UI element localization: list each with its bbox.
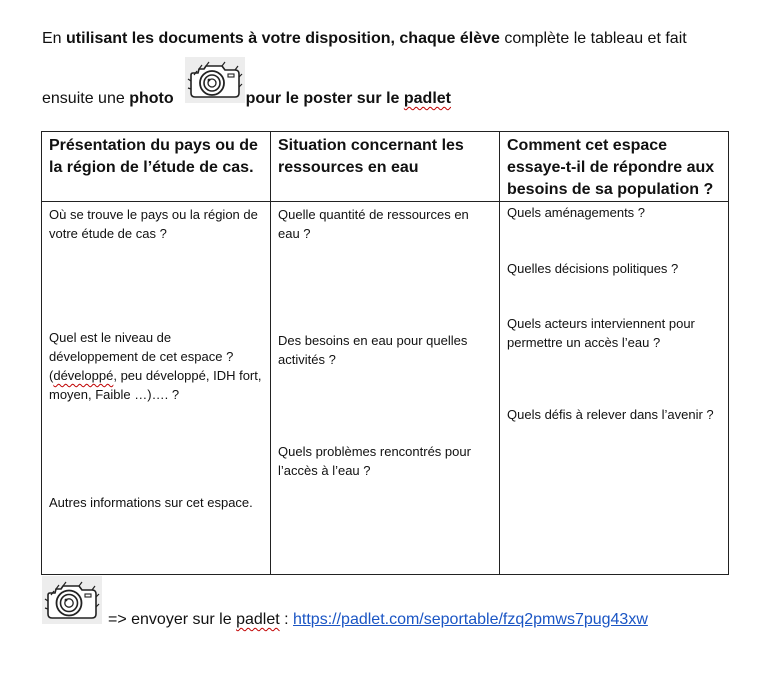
- question-other-info: Autres informations sur cet espace.: [49, 495, 253, 510]
- question-defis: Quels défis à relever dans l’avenir ?: [507, 407, 714, 422]
- column-header-ressources: Situation concernant les ressources en eau: [271, 132, 500, 202]
- padlet-word: padlet: [236, 611, 280, 628]
- padlet-word: padlet: [403, 90, 451, 107]
- question-text: Quel est le niveau de développement de cet espace ? (: [49, 330, 234, 383]
- footer-text: => envoyer sur le: [108, 611, 237, 628]
- question-problems: Quels problèmes rencontrés pour l’accès à l’eau ?: [278, 444, 471, 478]
- padlet-link[interactable]: https://padlet.com/seportable/fzq2pmws7pug43xw: [293, 611, 648, 628]
- answer-cell-besoins[interactable]: [500, 202, 729, 575]
- instruction-text: complète le tableau et fait: [499, 30, 687, 47]
- question-quantity: Quelle quantité de ressources en eau ?: [278, 207, 469, 241]
- column-header-besoins: Comment cet espace essaye-t-il de répondre aux besoins de sa population ?: [500, 132, 729, 202]
- footer-text: :: [279, 611, 294, 628]
- question-development: [49, 328, 262, 404]
- table-header-row: [42, 132, 729, 202]
- column-header-presentation: Présentation du pays ou de la région de l’étude de cas.: [42, 132, 271, 202]
- question-text: , peu développé, IDH fort, moyen, Faible …)…. ?: [49, 368, 262, 402]
- instruction-text: En: [42, 30, 67, 47]
- instruction-line-2: [42, 89, 451, 109]
- instruction-text: ensuite une: [42, 90, 130, 107]
- camera-icon: [42, 576, 102, 624]
- footer-line: [108, 610, 648, 630]
- instruction-bold-text: utilisant les documents à votre disposition, chaque élève: [66, 30, 500, 47]
- answer-cell-presentation[interactable]: [42, 202, 271, 575]
- question-amenagements: Quels aménagements ?: [507, 205, 646, 220]
- instruction-line-1: [42, 29, 687, 49]
- worksheet-table: [41, 131, 729, 575]
- squiggly-word: développé: [53, 368, 114, 383]
- question-needs: Des besoins en eau pour quelles activités ?: [278, 333, 468, 367]
- answer-cell-ressources[interactable]: [271, 202, 500, 575]
- question-location: Où se trouve le pays ou la région de votre étude de cas ?: [49, 207, 258, 241]
- question-decisions: Quelles décisions politiques ?: [507, 261, 679, 276]
- instruction-bold-text: photo: [129, 90, 174, 107]
- instruction-bold-text: pour le poster sur le: [245, 90, 404, 107]
- table-row: [42, 202, 729, 575]
- question-acteurs: Quels acteurs interviennent pour permettre un accès l’eau ?: [507, 316, 695, 350]
